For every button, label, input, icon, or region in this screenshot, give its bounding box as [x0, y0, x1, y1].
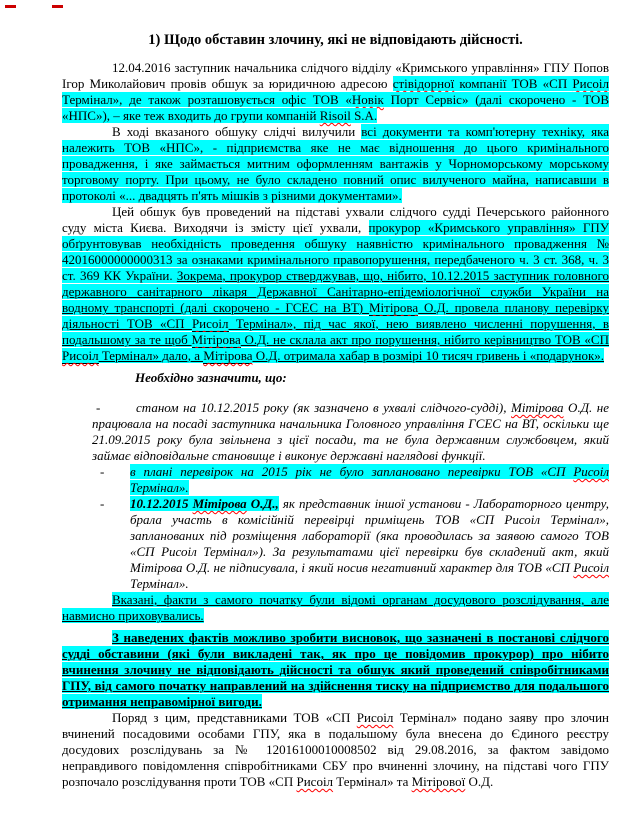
annotation-mark [5, 5, 16, 8]
text-run: Мітірова [203, 348, 253, 363]
text-run: О.Д. не працювала на посаді заступника начальника Головного управління ГСЕС на ВТ, оскільки ще 21.09.2015 року була звільнена з цієї посади, та не була державним службовцем, який займає відповідальне становище і виконує державні наглядові функції. [92, 400, 609, 463]
text-run: Рисоіл [572, 76, 609, 91]
text-run: О.Д. не склала акт про порушення, нібито керівництво ТОВ «СП [240, 332, 609, 347]
paragraph-facts-hidden [62, 592, 609, 624]
text-run: як представник іншої установи - Лабораторного центру, брала участь в комісійній перевірці приміщень ТОВ «СП Рисоіл Термінал», запланованих під розміщення лабораторії (яка проводилась за заявою самого ТОВ «СП Рисоіл Термінал»). За результатами цієї перевірки був складений акт, який Мітірова О.Д. не підписувала, і який носив негативний характер для ТОВ «СП [130, 496, 609, 575]
text-run: О.Д. [465, 774, 494, 789]
bullet-dash: - [100, 464, 105, 479]
list-item-1 [92, 400, 609, 464]
text-run: Термінал» дало, а [98, 348, 204, 363]
text-run: З наведених фактів можливо зробити висновок, що зазначені в постанові слідчого судді обставини (які були викладені так, як про це повідомив прокурор) про нібито вчинення злочину не відповідають дійсності та обшук який проведений співробітниками ГПУ, від самого початку направлений на здійснення тиску на підприємство для подальшого отримання неправомірної вигоди. [62, 630, 609, 709]
text-run: Рисоіл [356, 710, 394, 725]
subheading-note [135, 370, 609, 386]
text-run: S.A. [350, 108, 378, 123]
text-run: Термінал». [130, 576, 189, 591]
text-run: О.Д., [246, 496, 279, 511]
text-run: всі документи та комп'ютерну техніку, яка належить ТОВ «НПС», - підприємства яке не має відношення до цього кримінального провадження, і яке займається митним оформленням вантажів у Чорноморському морському торговому порту. При цьому, не було складено повний опис вилученого майна, написавши в протоколі «... двадцять п'ять мішків з різними документами». [62, 124, 609, 203]
text-run: Мітірова [191, 332, 241, 347]
paragraph-court-order [62, 204, 609, 364]
text-run: Поряд з цим, представниками ТОВ «СП [112, 710, 357, 725]
text-run: Термінал». [130, 480, 189, 495]
text-run: Цей обшук був проведений на підставі ухвали слідчого судді Печерського районного суду міста Києва. Виходячи із змісту цієї ухвали, [62, 204, 609, 235]
document-body [62, 60, 609, 790]
paragraph-search-2016 [62, 60, 609, 124]
paragraph-complaint [62, 710, 609, 790]
text-run: Risoil [319, 108, 351, 123]
text-run: О.Д. провела планову перевірку діяльності ТОВ «СП [62, 300, 610, 331]
text-run: Термінал» подано заяву про злочин вчинений посадовими особами ГПУ, яка в подальшому була внесена до Єдиного реєстру досудових розслідувань за № 12016100010008502 від 29.08.2016, за фактом завідомо неправдивого повідомлення співробітниками СБУ про вчиненні злочину, на підставі чого ГПУ розпочало розслідування проти ТОВ «СП [62, 710, 609, 789]
text-run: 10.12.2015 [130, 496, 193, 511]
annotation-mark [52, 5, 63, 8]
text-run: О.Д. отримала хабар в розмірі 10 тисяч гривень і «подарунок». [252, 348, 605, 363]
text-run: Новік [351, 92, 384, 107]
text-run: Порт Сервіс» (далі скорочено - ТОВ «НПС»), – яке теж входить до групи компаній [62, 92, 609, 123]
list-item-3 [100, 496, 609, 592]
text-run: Рисоіл [191, 316, 229, 331]
text-run: стівідорної [392, 76, 455, 91]
text-run: 12.04.2016 заступник начальника слідчого відділу «Кримського управління» ГПУ Попов Ігор Миколайович провів обшук за юридичною адресою [62, 60, 609, 91]
text-run: Мітірової [411, 774, 466, 789]
bullet-dash: - [96, 400, 101, 415]
text-run: Вказані, факти з самого початку були відомі органам досудового розслідування, але навмисно приховувались. [62, 592, 609, 623]
list-item-2 [100, 464, 609, 496]
text-run: Мітірова [192, 496, 247, 511]
text-run: Мітірова [368, 300, 419, 315]
text-run: Мітірова [511, 400, 564, 415]
bullet-dash: - [100, 496, 105, 511]
text-run: Термінал» та [333, 774, 412, 789]
text-run: Необхідно зазначити, що: [135, 370, 287, 385]
text-run: в плані перевірок на 2015 рік не було заплановано перевірки ТОВ «СП [130, 464, 574, 479]
text-run: Рисоіл [573, 560, 609, 575]
paragraph-seizure [62, 124, 609, 204]
text-run: станом на 10.12.2015 року (як зазначено в ухвалі слідчого-судді), [136, 400, 511, 415]
paragraph-conclusion [62, 630, 609, 710]
text-run: Термінал», де також розташовується офіс ТОВ « [62, 92, 352, 107]
text-run: В ході вказаного обшуку слідчі вилучили [112, 124, 362, 139]
text-run: Зокрема, прокурор стверджував, що, нібито, 10.12.2015 заступник головного державного санітарного лікаря Державної Санітарно-епідеміологічної служби України на водному транспорті (далі скорочено - ГСЕС на ВТ) [62, 268, 609, 315]
section-heading: 1) Щодо обставин злочину, які не відповідають дійсності. [148, 32, 523, 48]
text-run: Рисоіл [296, 774, 334, 789]
text-run: компанії ТОВ «СП [454, 76, 573, 91]
text-run: Рисоіл [62, 348, 99, 363]
text-run: Термінал», під час якої, нею виявлено численні порушення, в подальшому за те щоб [62, 316, 609, 347]
text-run: Рисоіл [573, 464, 609, 479]
text-run: прокурор «Кримського управління» ГПУ обґрунтовував необхідність проведення обшуку наявністю кримінального провадження № 42016000000000313 за ознаками кримінального правопорушення, передбаченого ч. 3 ст. 368, ч. 3 ст. 369 КК України. [62, 220, 609, 283]
